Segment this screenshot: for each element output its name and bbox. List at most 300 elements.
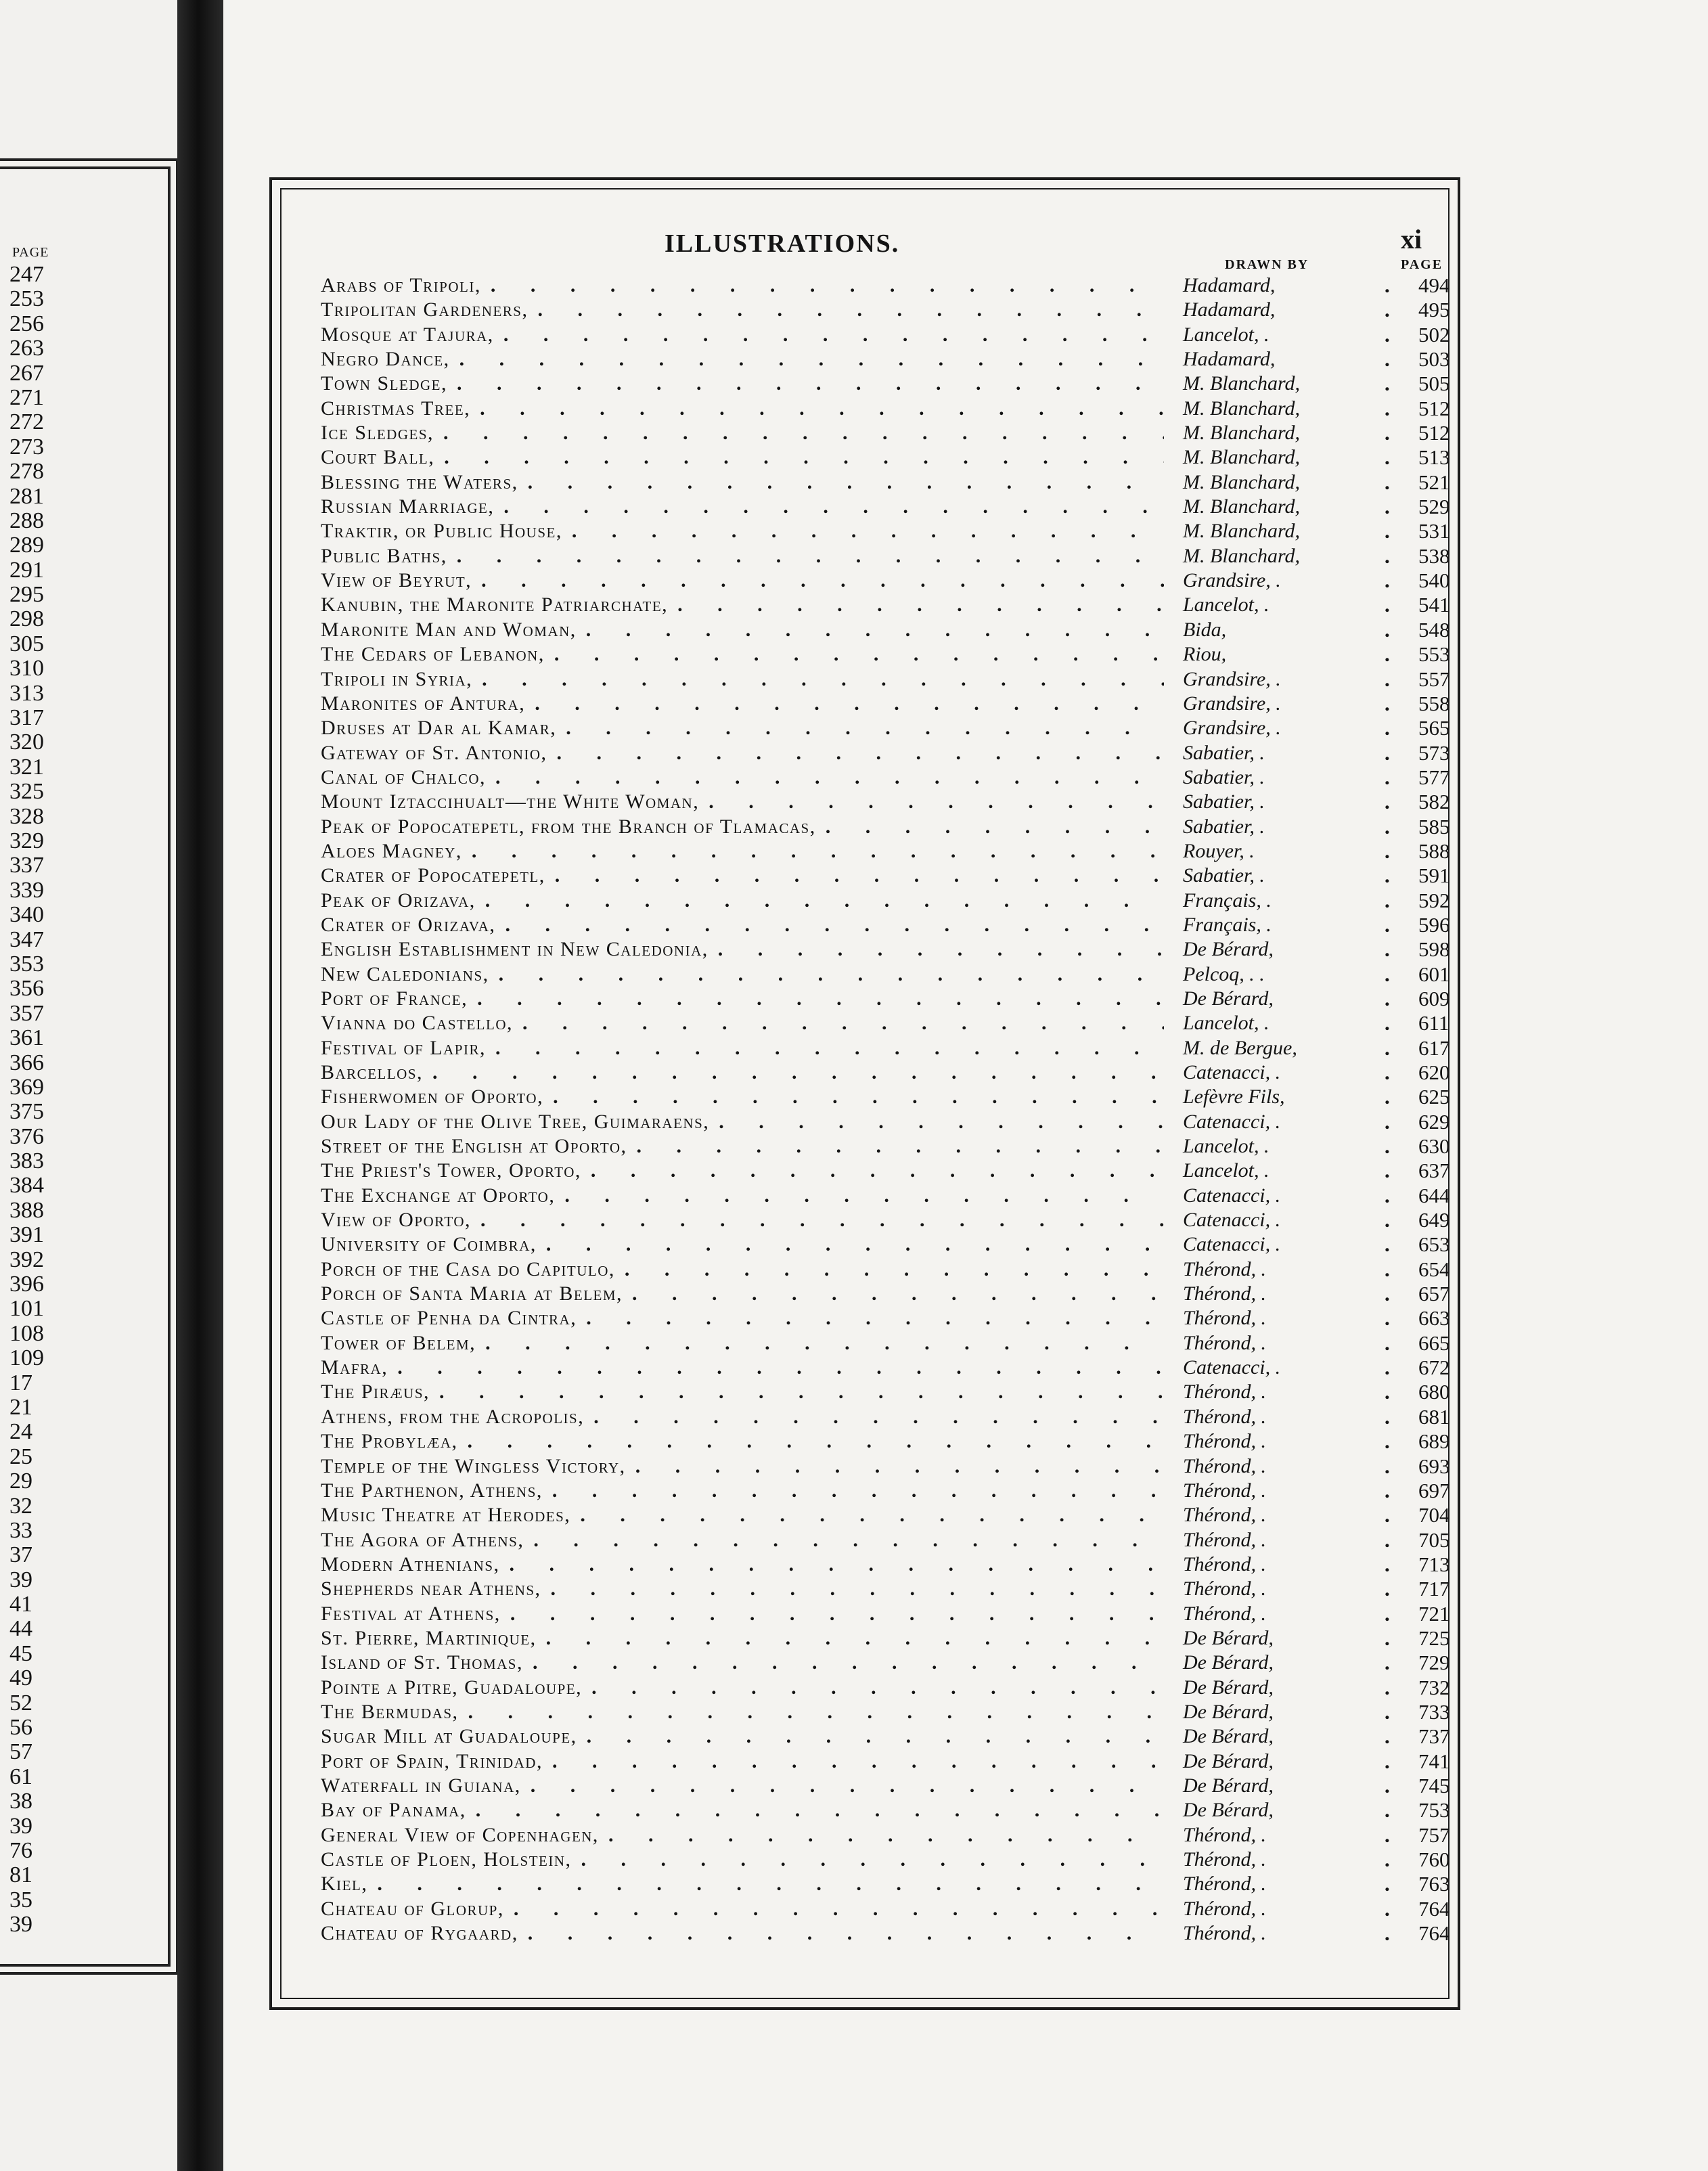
illustration-page: 753 [1418,1798,1450,1822]
list-item [321,1208,1479,1232]
previous-page-number: 44 [9,1616,32,1642]
illustration-artist: M. Blanchard, [1180,372,1366,396]
illustration-title: Bay of Panama, . . . [321,1798,1164,1822]
leader-dot: . [1385,1011,1390,1035]
list-item [321,937,1479,962]
illustration-title: Festival at Athens, . . . [321,1602,1164,1626]
previous-page-number: 256 [9,311,44,336]
leader-dot: . [1385,1035,1390,1060]
illustration-title: Public Baths, . . . [321,544,1164,568]
leader-dot: . [1385,1134,1390,1159]
leader-dot: . [1385,1552,1390,1576]
previous-page-number: 376 [9,1123,44,1149]
illustration-artist: Lancelot, . [1180,323,1366,347]
illustration-artist: Catenacci, . [1180,1232,1366,1257]
illustration-page: 764 [1418,1921,1450,1946]
illustration-artist: Thérond, . [1180,1897,1366,1921]
previous-page-number: 108 [9,1320,44,1346]
leader-dot: . [1385,1478,1390,1502]
list-item [321,1085,1479,1109]
illustration-page: 494 [1418,273,1450,297]
list-item [321,1134,1479,1159]
leader-dot: . [1385,1848,1390,1871]
previous-page-number: 295 [9,582,44,608]
list-item [321,1577,1479,1601]
illustration-title: Kiel, . . . [321,1872,1164,1896]
illustration-page: 531 [1418,519,1450,543]
leader-dot: . [1385,1060,1390,1084]
illustration-page: 588 [1418,838,1450,863]
leader-dot: . [1385,347,1390,372]
illustration-page: 741 [1418,1749,1450,1773]
illustration-page: 512 [1418,421,1450,445]
illustration-title: Sugar Mill at Guadaloupe, . . . [321,1724,1164,1749]
list-item [321,1626,1479,1651]
previous-page-number: 298 [9,606,44,632]
leader-dot: . [1385,470,1390,494]
previous-page-number: 361 [9,1025,44,1051]
illustration-page: 693 [1418,1454,1450,1478]
list-item [321,347,1479,372]
leader-dot: . [1385,642,1390,667]
illustration-artist: Riou, [1180,642,1366,667]
illustration-page: 680 [1418,1380,1450,1404]
illustration-page: 760 [1418,1848,1450,1871]
previous-page-number: 317 [9,705,44,731]
previous-page-number: 39 [9,1912,32,1938]
list-item [321,1159,1479,1183]
illustration-artist: Sabatier, . [1180,741,1366,765]
previous-page-number: 291 [9,557,44,583]
leader-dot: . [1385,888,1390,912]
list-item [321,1060,1479,1085]
illustration-page: 672 [1418,1356,1450,1380]
illustration-title: Vianna do Castello, . . . [321,1011,1164,1035]
leader-dot: . [1385,1306,1390,1330]
leader-dot: . [1385,1085,1390,1109]
illustration-artist: Thérond, . [1180,1823,1366,1848]
previous-page-edge [0,0,177,2171]
list-item [321,1454,1479,1479]
leader-dot: . [1385,1724,1390,1749]
illustration-page: 737 [1418,1724,1450,1749]
list-item [321,1749,1479,1774]
leader-dot: . [1385,1773,1390,1797]
previous-page-number: 25 [9,1443,32,1469]
illustration-title: Aloes Magney, . . . [321,839,1164,864]
illustration-title: Tripolitan Gardeners, . . . [321,298,1164,322]
illustration-title: Mount Iztaccihualt—the White Woman, . . . [321,790,1164,814]
illustration-title: Traktir, or Public House, . . . [321,519,1164,543]
illustration-artist: Grandsire, . [1180,716,1366,740]
previous-page-number: 49 [9,1665,32,1691]
illustration-page: 553 [1418,642,1450,667]
previous-page-number: 313 [9,680,44,706]
illustration-artist: De Bérard, [1180,1626,1366,1651]
previous-page-number: 38 [9,1789,32,1814]
leader-dot: . [1385,1183,1390,1207]
illustration-artist: Thérond, . [1180,1405,1366,1429]
illustration-artist: De Bérard, [1180,987,1366,1011]
previous-page-numbers [9,263,44,1938]
list-item [321,618,1479,642]
previous-page-number: 273 [9,434,44,460]
illustration-page: 729 [1418,1651,1450,1675]
leader-dot: . [1385,1380,1390,1404]
leader-dot: . [1385,1872,1390,1896]
leader-dot: . [1385,937,1390,962]
illustration-title: Crater of Popocatepetl, . . . [321,864,1164,888]
previous-page-number: 347 [9,926,44,952]
illustration-title: Ice Sledges, . . . [321,421,1164,445]
list-item [321,1774,1479,1798]
list-item [321,1110,1479,1134]
illustration-title: The Probylæa, . . . [321,1429,1164,1454]
leader-dot: . [1385,1356,1390,1380]
illustration-page: 502 [1418,322,1450,346]
illustration-title: University of Coimbra, . . . [321,1232,1164,1257]
list-item [321,1848,1479,1872]
illustration-page: 763 [1418,1872,1450,1896]
illustration-title: Festival of Lapir, . . . [321,1036,1164,1060]
list-item [321,790,1479,814]
list-item [321,642,1479,667]
previous-page-number: 271 [9,384,44,410]
list-item [321,544,1479,568]
illustration-title: Kanubin, the Maronite Patriarchate, . . . [321,593,1164,617]
illustration-page: 629 [1418,1109,1450,1134]
list-item [321,1356,1479,1380]
previous-page-number: 263 [9,336,44,361]
illustration-page: 557 [1418,667,1450,691]
leader-dot: . [1385,864,1390,888]
illustration-artist: Thérond, . [1180,1848,1366,1872]
illustration-title: Port of Spain, Trinidad, . . . [321,1749,1164,1774]
leader-dot: . [1385,1429,1390,1454]
previous-page-number: 305 [9,631,44,656]
illustration-artist: Thérond, . [1180,1552,1366,1577]
previous-page-number: 81 [9,1862,32,1888]
list-item [321,716,1479,740]
illustration-artist: Hadamard, [1180,298,1366,322]
illustration-page: 617 [1418,1035,1450,1060]
list-item [321,397,1479,421]
illustration-title: The Bermudas, . . . [321,1700,1164,1724]
illustration-page: 591 [1418,864,1450,888]
previous-page-number: 56 [9,1715,32,1741]
illustration-title: Waterfall in Guiana, . . . [321,1774,1164,1798]
illustration-artist: De Bérard, [1180,1700,1366,1724]
list-item [321,1897,1479,1921]
illustration-page: 665 [1418,1330,1450,1355]
previous-page-number: 24 [9,1419,32,1445]
illustration-page: 745 [1418,1773,1450,1797]
list-item [321,1380,1479,1404]
list-item [321,1700,1479,1724]
previous-page-number: 272 [9,409,44,435]
illustration-artist: Catenacci, . [1180,1060,1366,1085]
previous-page-number: 337 [9,853,44,878]
previous-page-number: 357 [9,1000,44,1026]
list-item [321,1552,1479,1577]
illustration-artist: Thérond, . [1180,1331,1366,1356]
illustrations-page [223,0,1708,2171]
illustration-page: 601 [1418,962,1450,986]
leader-dot: . [1385,1675,1390,1699]
previous-page-number: 35 [9,1887,32,1912]
previous-page-number: 41 [9,1592,32,1617]
illustration-artist: Français, . [1180,913,1366,937]
leader-dot: . [1385,962,1390,986]
leader-dot: . [1385,298,1390,322]
illustration-artist: Thérond, . [1180,1921,1366,1946]
illustration-page: 577 [1418,765,1450,789]
leader-dot: . [1385,1601,1390,1626]
illustration-title: Negro Dance, . . . [321,347,1164,372]
illustration-title: Castle of Penha da Cintra, . . . [321,1306,1164,1330]
previous-page-number: 388 [9,1197,44,1223]
list-item [321,1823,1479,1848]
previous-page-number: 39 [9,1567,32,1592]
previous-page-number: 247 [9,262,44,287]
illustration-artist: De Bérard, [1180,1774,1366,1798]
illustration-artist: De Bérard, [1180,1651,1366,1675]
leader-dot: . [1385,1159,1390,1183]
illustration-page: 565 [1418,716,1450,740]
leader-dot: . [1385,740,1390,765]
leader-dot: . [1385,765,1390,789]
illustration-page: 538 [1418,543,1450,568]
illustration-title: Mafra, . . . [321,1356,1164,1380]
illustration-page: 717 [1418,1577,1450,1601]
illustration-page: 721 [1418,1601,1450,1626]
list-item [321,421,1479,445]
list-item [321,273,1479,298]
illustration-title: Athens, from the Acropolis, . . . [321,1405,1164,1429]
illustration-artist: Hadamard, [1180,347,1366,372]
leader-dot: . [1385,814,1390,838]
previous-page-number: 366 [9,1050,44,1075]
illustration-title: The Exchange at Oporto, . . . [321,1184,1164,1208]
previous-page-number: 33 [9,1517,32,1543]
illustration-title: Street of the English at Oporto, . . . [321,1134,1164,1159]
illustration-title: The Piræus, . . . [321,1380,1164,1404]
illustration-page: 654 [1418,1257,1450,1281]
illustration-page: 644 [1418,1183,1450,1207]
illustration-artist: Sabatier, . [1180,790,1366,814]
illustration-title: View of Oporto, . . . [321,1208,1164,1232]
illustration-artist: Thérond, . [1180,1503,1366,1527]
illustration-title: Canal of Chalco, . . . [321,765,1164,790]
illustration-title: Tower of Belem, . . . [321,1331,1164,1356]
illustration-page: 732 [1418,1675,1450,1699]
page-title: ILLUSTRATIONS. [665,229,900,258]
illustration-page: 548 [1418,617,1450,642]
illustration-title: General View of Copenhagen, . . . [321,1823,1164,1848]
list-item [321,889,1479,913]
leader-dot: . [1385,617,1390,642]
leader-dot: . [1385,986,1390,1010]
previous-page-number: 17 [9,1370,32,1395]
illustration-title: Temple of the Wingless Victory, . . . [321,1454,1164,1479]
illustration-title: Music Theatre at Herodes, . . . [321,1503,1164,1527]
illustration-artist: Pelcoq, . . [1180,962,1366,987]
illustration-title: Peak of Orizava, . . . [321,889,1164,913]
illustration-page: 697 [1418,1478,1450,1502]
leader-dot: . [1385,396,1390,420]
illustration-title: Blessing the Waters, . . . [321,470,1164,495]
illustration-title: Shepherds near Athens, . . . [321,1577,1164,1601]
illustration-artist: Lancelot, . [1180,593,1366,617]
previous-page-number: 288 [9,508,44,533]
illustration-title: Court Ball, . . . [321,445,1164,470]
illustration-title: Barcellos, . . . [321,1060,1164,1085]
list-item [321,1282,1479,1306]
previous-page-number: 109 [9,1345,44,1371]
list-item [321,692,1479,716]
illustration-title: The Priest's Tower, Oporto, . . . [321,1159,1164,1183]
illustration-title: Tripoli in Syria, . . . [321,667,1164,692]
previous-page-number: 375 [9,1099,44,1125]
illustration-artist: Thérond, . [1180,1282,1366,1306]
illustration-page: 585 [1418,814,1450,838]
leader-dot: . [1385,1454,1390,1478]
list-item [321,1184,1479,1208]
leader-dot: . [1385,1404,1390,1429]
illustration-title: Island of St. Thomas, . . . [321,1651,1164,1675]
list-item [321,1503,1479,1527]
list-item [321,1921,1479,1946]
list-item [321,839,1479,864]
previous-page-number: 369 [9,1074,44,1100]
previous-page-number: 392 [9,1247,44,1272]
list-item [321,568,1479,593]
previous-page-number: 320 [9,730,44,755]
illustration-title: View of Beyrut, . . . [321,568,1164,593]
illustration-title: English Establishment in New Caledonia, . . . [321,937,1164,962]
illustration-title: Peak of Popocatepetl, from the Branch of Tlamacas, . . . [321,815,1164,839]
previous-page-number: 289 [9,533,44,558]
illustration-artist: Thérond, . [1180,1380,1366,1404]
illustration-artist: Français, . [1180,889,1366,913]
previous-page-number: 384 [9,1173,44,1199]
list-item [321,1011,1479,1035]
illustration-artist: Catenacci, . [1180,1184,1366,1208]
illustration-artist: Thérond, . [1180,1479,1366,1503]
list-item [321,1651,1479,1675]
leader-dot: . [1385,1330,1390,1355]
leader-dot: . [1385,1527,1390,1552]
illustration-title: Town Sledge, . . . [321,372,1164,396]
illustration-title: Druses at Dar al Kamar, . . . [321,716,1164,740]
leader-dot: . [1385,912,1390,937]
illustration-title: St. Pierre, Martinique, . . . [321,1626,1164,1651]
illustration-list [321,273,1479,1946]
leader-dot: . [1385,1257,1390,1281]
illustration-artist: M. Blanchard, [1180,470,1366,495]
illustration-artist: M. de Bergue, [1180,1036,1366,1060]
illustration-artist: Thérond, . [1180,1306,1366,1330]
illustration-title: Modern Athenians, . . . [321,1552,1164,1577]
illustration-title: Castle of Ploen, Holstein, . . . [321,1848,1164,1872]
leader-dot: . [1385,790,1390,814]
previous-page-number: 267 [9,360,44,386]
illustration-artist: Catenacci, . [1180,1110,1366,1134]
illustration-artist: M. Blanchard, [1180,421,1366,445]
illustration-page: 592 [1418,888,1450,912]
illustration-artist: Thérond, . [1180,1528,1366,1552]
previous-page-number: 45 [9,1640,32,1666]
illustration-artist: De Bérard, [1180,1798,1366,1822]
illustration-artist: Thérond, . [1180,1602,1366,1626]
illustration-title: Fisherwomen of Oporto, . . . [321,1085,1164,1109]
illustration-page: 529 [1418,495,1450,519]
list-item [321,372,1479,396]
illustration-page: 663 [1418,1306,1450,1330]
illustration-title: The Agora of Athens, . . . [321,1528,1164,1552]
previous-page-number: 76 [9,1838,32,1863]
list-item [321,1331,1479,1356]
illustration-page: 713 [1418,1552,1450,1576]
illustration-title: Port of France, . . . [321,987,1164,1011]
list-item [321,1676,1479,1700]
previous-page-number: 52 [9,1690,32,1716]
illustration-page: 681 [1418,1404,1450,1429]
list-item [321,1257,1479,1282]
leader-dot: . [1385,1651,1390,1675]
leader-dot: . [1385,1798,1390,1822]
previous-page-number: 281 [9,483,44,509]
illustration-artist: De Bérard, [1180,1749,1366,1774]
leader-dot: . [1385,667,1390,691]
illustration-title: Chateau of Glorup, . . . [321,1897,1164,1921]
leader-dot: . [1385,273,1390,297]
illustration-title: Maronites of Antura, . . . [321,692,1164,716]
illustration-page: 540 [1418,568,1450,593]
illustration-page: 505 [1418,372,1450,396]
illustration-artist: M. Blanchard, [1180,495,1366,519]
leader-dot: . [1385,1699,1390,1724]
illustration-page: 495 [1418,298,1450,322]
previous-page-number: 321 [9,754,44,780]
previous-page-number: 356 [9,976,44,1002]
leader-dot: . [1385,1503,1390,1527]
leader-dot: . [1385,1232,1390,1257]
list-item [321,495,1479,519]
leader-dot: . [1385,838,1390,863]
illustration-page: 625 [1418,1085,1450,1109]
list-item [321,667,1479,692]
drawn-by-header: DRAWN BY [1225,257,1309,272]
previous-page-number: 329 [9,828,44,853]
illustration-artist: Thérond, . [1180,1454,1366,1479]
illustration-page: 704 [1418,1503,1450,1527]
illustration-page: 689 [1418,1429,1450,1454]
illustration-page: 512 [1418,396,1450,420]
illustration-artist: Thérond, . [1180,1577,1366,1601]
illustration-artist: M. Blanchard, [1180,445,1366,470]
illustration-page: 620 [1418,1060,1450,1084]
illustration-title: Our Lady of the Olive Tree, Guimaraens, . . . [321,1110,1164,1134]
illustration-page: 637 [1418,1159,1450,1183]
illustration-page: 513 [1418,445,1450,470]
illustration-page: 705 [1418,1527,1450,1552]
illustration-title: Maronite Man and Woman, . . . [321,618,1164,642]
list-item [321,1306,1479,1330]
illustration-artist: De Bérard, [1180,937,1366,962]
leader-dot: . [1385,1282,1390,1306]
illustration-artist: Bida, [1180,618,1366,642]
